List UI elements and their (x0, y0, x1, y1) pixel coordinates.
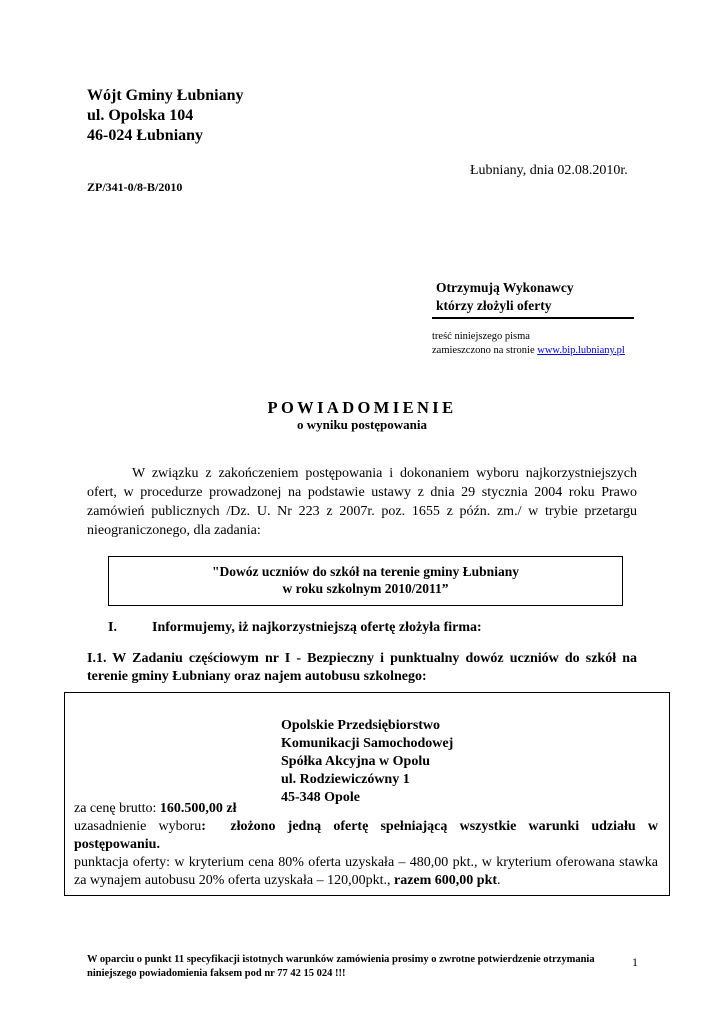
company-address (281, 717, 453, 807)
task-name-box (108, 556, 623, 606)
offer-details (74, 800, 658, 890)
score-text: punktacja oferty: w kryterium cena 80% oferta uzyskała – 480,00 pkt., w kryterium oferowana stawka za wynajem autobusu 20% oferta uzyskała – 120,00pkt., (74, 855, 658, 888)
recipients-line-1: Otrzymują Wykonawcy (436, 280, 574, 295)
score-line (74, 854, 658, 890)
price-label: za cenę brutto: (74, 801, 160, 816)
bip-link[interactable]: www.bip.lubniany.pl (537, 345, 625, 356)
task-line-1: "Dowóz uczniów do szkół na terenie gminy Łubniany (212, 564, 519, 579)
task-line-2: w roku szkolnym 2010/2011” (282, 581, 449, 596)
company-line-1: Opolskie Przedsiębiorstwo (281, 718, 441, 733)
company-line-5: 45-348 Opole (281, 790, 360, 805)
recipients-block (436, 279, 574, 315)
recipients-underline (432, 317, 634, 319)
company-line-2: Komunikacji Samochodowej (281, 736, 454, 751)
publication-note (432, 330, 625, 358)
score-end: . (497, 873, 501, 888)
document-subtitle: o wyniku postępowania (296, 417, 428, 432)
recipients-line-2: którzy złożyli oferty (436, 298, 552, 313)
task-name (109, 557, 622, 597)
price-line (74, 800, 658, 818)
justification-label: uzasadnienie wyboru (74, 819, 202, 834)
publication-prefix: zamieszczono na stronie (432, 345, 538, 356)
section-heading: Informujemy, iż najkorzystniejszą ofertę złożyła firma: (152, 620, 482, 635)
justification-text: złożono jedną ofertę spełniającą wszystkie warunki udziału w postępowaniu. (74, 819, 658, 852)
justification-line (74, 818, 658, 854)
document-date: Łubniany, dnia 02.08.2010r. (470, 163, 628, 178)
publication-line-1: treść niniejszego pisma (432, 331, 530, 342)
section-number: I. (108, 620, 117, 635)
document-title: POWIADOMIENIE (267, 398, 457, 417)
intro-paragraph: W związku z zakończeniem postępowania i dokonaniem wyboru najkorzystniejszych ofert, w procedurze prowadzonej na podstawie ustawy z dnia 29 stycznia 2004 roku Prawo zamówień publicznych /Dz. U. Nr 223 z 2007r. poz. 1655 z późn. zm./ w trybie przetargu nieograniczonego, dla zadania: (87, 466, 637, 538)
sender-street: ul. Opolska 104 (87, 107, 194, 124)
footer-note: W oparciu o punkt 11 specyfikacji istotnych warunków zamówienia prosimy o zwrotne potwierdzenie otrzymania niniejszego powiadomienia faksem pod nr 77 42 15 024 !!! (87, 954, 595, 979)
sender-name: Wójt Gminy Łubniany (87, 87, 244, 104)
subsection-heading: I.1. W Zadaniu częściowym nr I - Bezpieczny i punktualny dowóz uczniów do szkół na terenie gminy Łubniany oraz najem autobusu szkolnego: (87, 651, 637, 684)
sender-postcode-city: 46-024 Łubniany (87, 127, 204, 144)
page-number: 1 (632, 955, 638, 969)
publication-line-2 (432, 344, 625, 358)
company-line-3: Spółka Akcyjna w Opolu (281, 754, 430, 769)
reference-number: ZP/341-0/8-B/2010 (87, 180, 183, 194)
score-total: razem 600,00 pkt (393, 873, 498, 888)
price-value: 160.500,00 zł (159, 801, 237, 816)
sender-address (87, 86, 243, 146)
company-line-4: ul. Rodziewiczówny 1 (281, 772, 410, 787)
justification-colon: : (201, 819, 206, 834)
